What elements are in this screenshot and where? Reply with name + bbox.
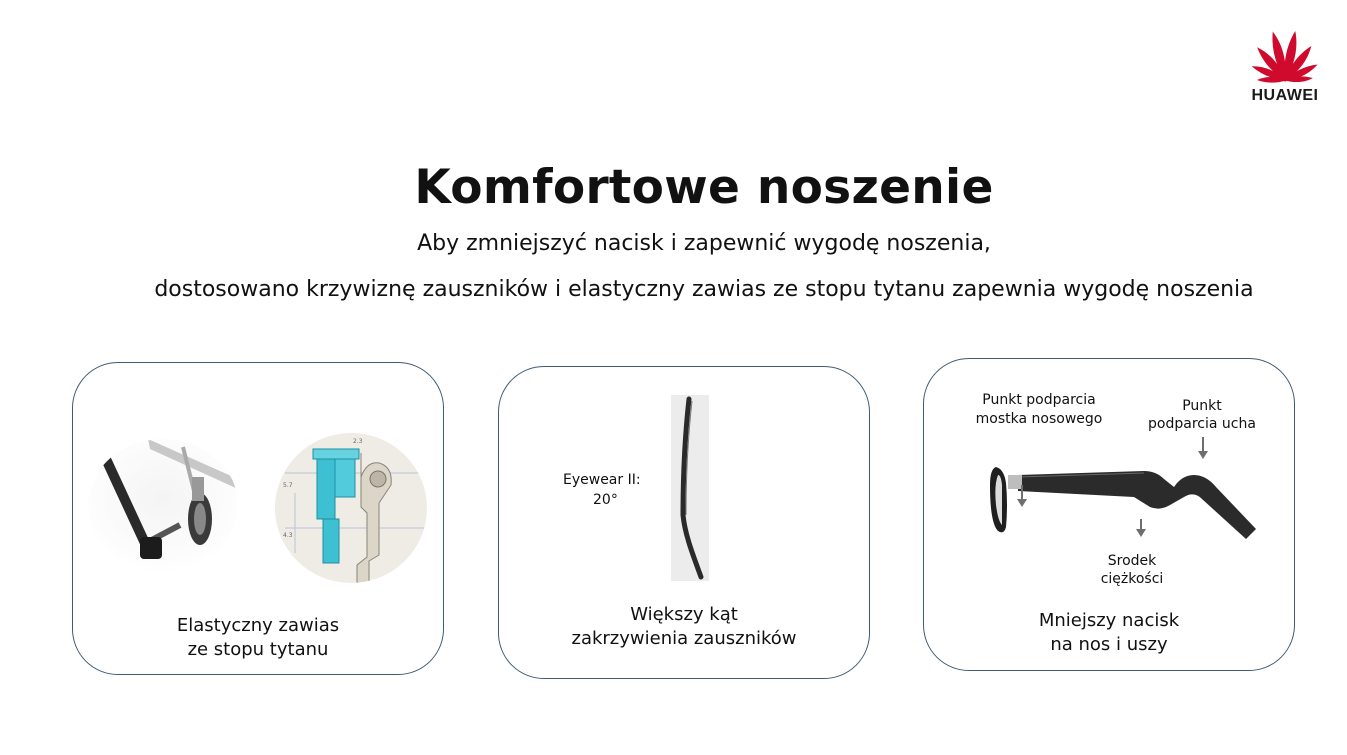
dim-4-3: 4.3 [283,532,293,539]
center-label-2: ciężkości [1100,571,1164,587]
subtitle-line-1: Aby zmniejszyć nacisk i zapewnić wygodę noszenia, [417,231,991,256]
hinge-photo [88,439,238,571]
ear-label-2: podparcia ucha [1148,416,1256,432]
angle-value: 20° [593,492,618,508]
subtitle-line-2: dostosowano krzywiznę zauszników i elastyczny zawias ze stopu tytanu zapewnia wygodę noszenia [154,277,1254,302]
caption-line-2: ze stopu tytanu [187,639,329,660]
arrow-nose-icon [1016,485,1028,509]
dim-5-7: 5.7 [283,482,293,489]
nose-label-2: mostka nosowego [975,411,1103,427]
temple-side-view [671,395,711,581]
card-temple-curvature [498,366,870,679]
caption-line-1: Większy kąt [630,604,738,625]
nose-label-1: Punkt podparcia [982,392,1096,408]
card-titanium-hinge [72,362,444,675]
page-title: Komfortowe noszenie [414,160,994,215]
card-lower-pressure [923,358,1295,671]
dim-2-3: 2.3 [353,438,363,445]
caption-line-1: Elastyczny zawias [176,615,340,636]
caption-line-2: na nos i uszy [1050,634,1168,655]
arrow-ear-icon [1197,437,1209,461]
huawei-logo [1244,26,1326,106]
angle-label: Eyewear II: [563,472,641,488]
center-label-1: Srodek [1107,553,1157,569]
hinge-cad-diagram [275,433,427,583]
caption-line-2: zakrzywienia zauszników [571,628,797,649]
brand-name: HUAWEI [1251,87,1319,104]
caption-line-1: Mniejszy nacisk [1038,610,1180,631]
ear-label-1: Punkt [1182,398,1222,414]
huawei-petals-icon [1246,26,1324,86]
